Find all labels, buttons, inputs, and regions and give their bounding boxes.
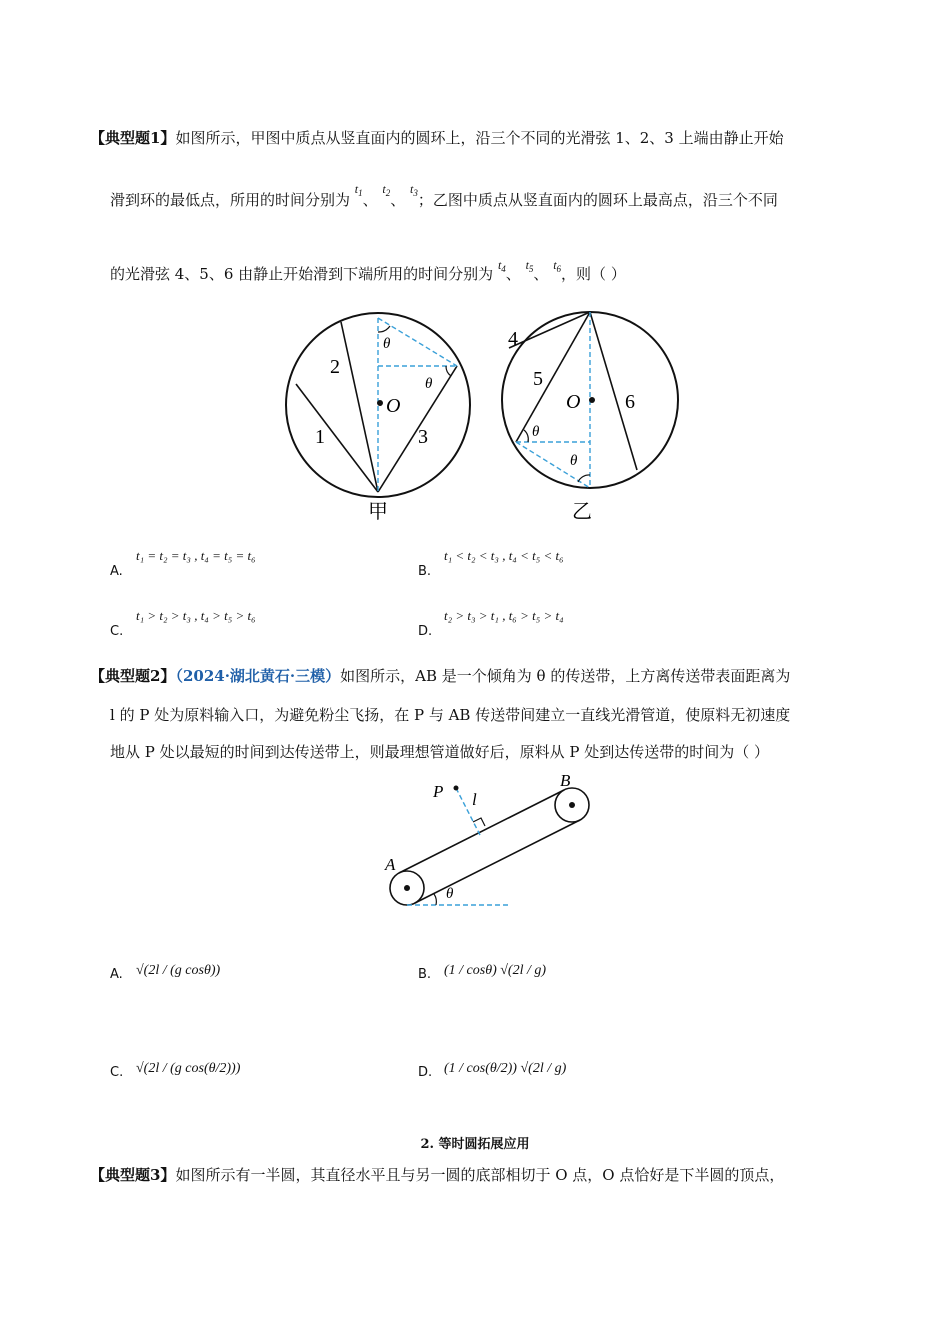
- svg-text:θ: θ: [425, 376, 433, 392]
- q1-option-d[interactable]: D. t₂ > t₃ > t₁ , t₆ > t₅ > t₄: [418, 608, 564, 639]
- svg-text:θ: θ: [383, 336, 391, 352]
- q1-line3: 的光滑弦 4、5、6 由静止开始滑到下端所用的时间分别为 $^{t_4}$、 $^{t_5}$、 $^{t_6}$，则（ ）: [110, 258, 626, 283]
- q1-line1: 【典型题1】如图所示，甲图中质点从竖直面内的圆环上，沿三个不同的光滑弦 1、2、3 上端由静止开始: [90, 129, 784, 147]
- section-heading: 2. 等时圆拓展应用: [420, 1137, 530, 1152]
- svg-text:θ: θ: [532, 424, 540, 440]
- chord-4: [509, 312, 590, 348]
- q1-line2: 滑到环的最低点，所用的时间分别为 $^{t_1}$、 $^{t_2}$、 $^{t_3}$；乙图中质点从竖直面内的圆环上最高点，沿三个不同: [110, 182, 778, 209]
- label-l: l: [472, 790, 477, 809]
- q2-option-b-expr: (1 / cosθ) √(2l / g): [444, 963, 547, 978]
- q1-option-c-expr: t₁ > t₂ > t₃ , t₄ > t₅ > t₆: [136, 608, 256, 623]
- q3-tag: 【典型题3】: [90, 1166, 176, 1184]
- label-P: P: [433, 782, 444, 801]
- label-A: A: [385, 855, 396, 874]
- q2-option-c-expr: √(2l / (g cos(θ/2))): [136, 1061, 241, 1076]
- q3-line1: 【典型题3】如图所示有一半圆，其直径水平且与另一圆的底部相切于 O 点，O 点恰好是下半圆的顶点，: [90, 1166, 785, 1184]
- num-5: 5: [533, 368, 543, 390]
- right-circle-diagram: [502, 312, 678, 523]
- q1-option-a-expr: t₁ = t₂ = t₃ , t₄ = t₅ = t₆: [136, 548, 256, 563]
- label-B: B: [560, 771, 571, 790]
- q1-option-b-expr: t₁ < t₂ < t₃ , t₄ < t₅ < t₆: [444, 548, 564, 563]
- label-theta: θ: [446, 886, 454, 902]
- q2-tag: 【典型题2】: [90, 667, 176, 685]
- right-center-label: O: [566, 391, 581, 413]
- q2-source: （2024·湖北黄石·三模）: [175, 667, 341, 685]
- left-center-label: O: [386, 395, 401, 417]
- svg-text:θ: θ: [570, 453, 578, 469]
- num-1: 1: [315, 426, 325, 448]
- q2-option-d[interactable]: D. (1 / cos(θ/2)) √(2l / g): [418, 1061, 567, 1080]
- fig-label-yi: 乙: [572, 501, 592, 523]
- num-4: 4: [508, 328, 518, 350]
- num-6: 6: [625, 391, 635, 413]
- q1-option-b[interactable]: B. t₁ < t₂ < t₃ , t₄ < t₅ < t₆: [418, 548, 564, 579]
- q2-figure: [380, 770, 610, 910]
- q1-option-d-expr: t₂ > t₃ > t₁ , t₆ > t₅ > t₄: [444, 608, 564, 623]
- q2-line1: 【典型题2】（2024·湖北黄石·三模）如图所示，AB 是一个倾角为 θ 的传送带，上方离传送带表面距离为: [90, 667, 791, 685]
- q1-option-c[interactable]: C. t₁ > t₂ > t₃ , t₄ > t₅ > t₆: [110, 608, 256, 639]
- q2-option-a-expr: √(2l / (g cosθ)): [136, 963, 221, 978]
- q2-option-a[interactable]: A. √(2l / (g cosθ)): [110, 963, 221, 982]
- q2-option-c[interactable]: C. √(2l / (g cos(θ/2))): [110, 1061, 241, 1080]
- chord-5: [516, 312, 590, 442]
- num-2: 2: [330, 356, 340, 378]
- q1-tag: 【典型题1】: [90, 129, 176, 147]
- num-3: 3: [418, 426, 428, 448]
- q1-figure: [280, 300, 680, 525]
- left-circle-diagram: [286, 313, 470, 523]
- q2-line2: l 的 P 处为原料输入口，为避免粉尘飞扬，在 P 与 AB 传送带间建立一直线光滑管道，使原料无初速度: [110, 706, 791, 724]
- q2-option-b[interactable]: B. (1 / cosθ) √(2l / g): [418, 963, 547, 982]
- q1-option-a[interactable]: A. t₁ = t₂ = t₃ , t₄ = t₅ = t₆: [110, 548, 256, 579]
- fig-label-jia: 甲: [368, 501, 388, 523]
- q2-line3: 地从 P 处以最短的时间到达传送带上，则最理想管道做好后，原料从 P 处到达传送带的时间为（ ）: [110, 743, 770, 761]
- q2-option-d-expr: (1 / cos(θ/2)) √(2l / g): [444, 1061, 567, 1076]
